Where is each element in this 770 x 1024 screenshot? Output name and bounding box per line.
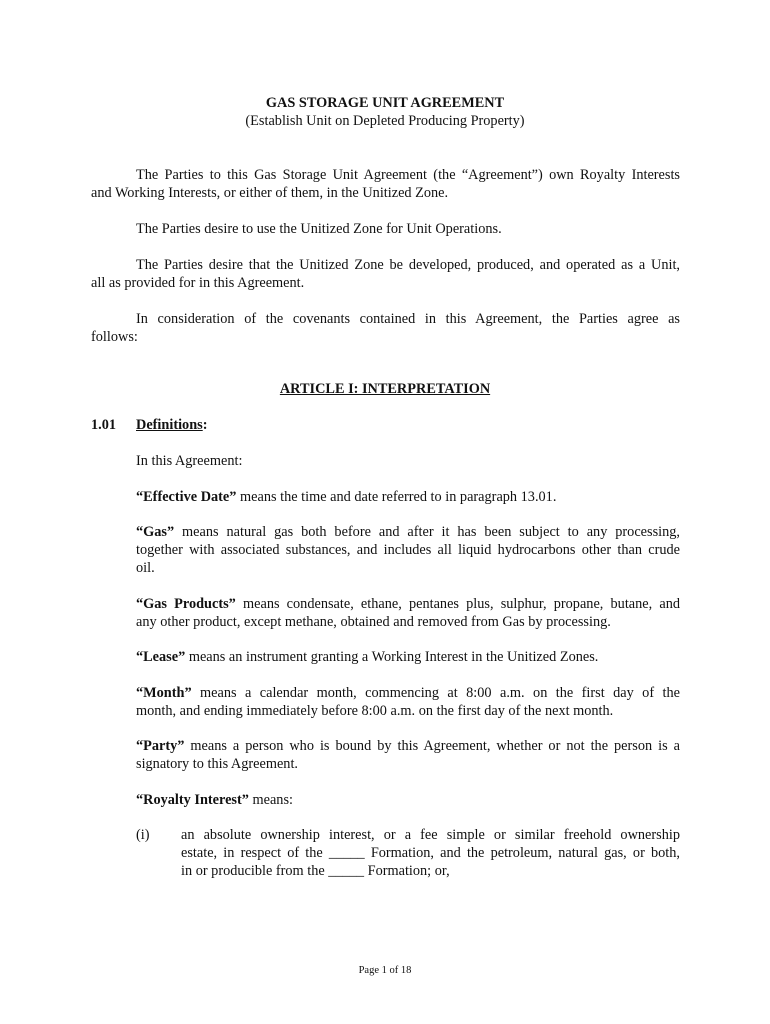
definition-text: means natural gas both before and after it has been subject to any processing, (174, 524, 680, 540)
definition-month (136, 684, 680, 720)
defined-term: “Royalty Interest” (136, 792, 249, 808)
list-item-label: (i) (136, 827, 150, 843)
section-number: 1.01 (91, 417, 117, 433)
article-heading: ARTICLE I: INTERPRETATION (279, 381, 491, 397)
text-line: estate, in respect of the _____ Formation, and the petroleum, natural gas, or both, (181, 845, 680, 861)
text-line: The Parties desire that the Unitized Zone be developed, produced, and operated as a Unit, (136, 257, 680, 273)
recital-paragraph (91, 166, 680, 202)
definition-gas (136, 523, 680, 577)
text-line: In consideration of the covenants contained in this Agreement, the Parties agree as (136, 311, 680, 327)
text-line: oil. (136, 560, 155, 576)
defined-term: “Gas Products” (136, 596, 236, 612)
defined-term: “Gas” (136, 524, 175, 540)
document-subtitle: (Establish Unit on Depleted Producing Property) (245, 113, 525, 129)
text-line: an absolute ownership interest, or a fee simple or similar freehold ownership (181, 827, 680, 843)
text-line: in or producible from the _____ Formation; or, (181, 863, 450, 879)
recital-paragraph: The Parties desire to use the Unitized Zone for Unit Operations. (136, 221, 502, 237)
section-heading (136, 416, 208, 434)
definition-effective-date (136, 488, 556, 506)
text-line (136, 595, 680, 613)
text-line: any other product, except methane, obtained and removed from Gas by processing. (136, 614, 611, 630)
text-line: The Parties to this Gas Storage Unit Agreement (the “Agreement”) own Royalty Interests (136, 167, 680, 183)
recital-paragraph (91, 310, 680, 346)
definition-royalty-interest (136, 791, 293, 809)
defined-term: “Lease” (136, 649, 186, 665)
definition-gas-products (136, 595, 680, 631)
section-heading-colon: : (202, 417, 208, 433)
page-number-footer: Page 1 of 18 (358, 965, 412, 976)
intro-text: In this Agreement: (136, 453, 243, 469)
recital-paragraph (91, 256, 680, 292)
definition-party (136, 737, 680, 773)
definition-text: means the time and date referred to in paragraph 13.01. (236, 489, 557, 505)
defined-term: “Party” (136, 738, 185, 754)
text-line: signatory to this Agreement. (136, 756, 299, 772)
definition-text: means a person who is bound by this Agreement, whether or not the person is a (184, 738, 680, 754)
defined-term: “Month” (136, 685, 192, 701)
text-line: all as provided for in this Agreement. (91, 275, 305, 291)
section-heading-text: Definitions (136, 417, 203, 433)
text-line (136, 737, 680, 755)
text-line: and Working Interests, or either of them, in the Unitized Zone. (91, 185, 449, 201)
definition-text: means condensate, ethane, pentanes plus, sulphur, propane, butane, and (235, 596, 681, 612)
text-line (136, 523, 680, 541)
text-line (136, 684, 680, 702)
definition-lease (136, 648, 598, 666)
list-item-i (181, 826, 680, 880)
defined-term: “Effective Date” (136, 489, 237, 505)
text-line: follows: (91, 329, 138, 345)
document-title: GAS STORAGE UNIT AGREEMENT (265, 95, 505, 111)
definition-text: means an instrument granting a Working Interest in the Unitized Zones. (185, 649, 599, 665)
definition-text: means a calendar month, commencing at 8:00 a.m. on the first day of the (191, 685, 680, 701)
text-line: together with associated substances, and includes all liquid hydrocarbons other than crude (136, 542, 680, 558)
definition-text: means: (248, 792, 293, 808)
text-line: month, and ending immediately before 8:00 a.m. on the first day of the next month. (136, 703, 614, 719)
